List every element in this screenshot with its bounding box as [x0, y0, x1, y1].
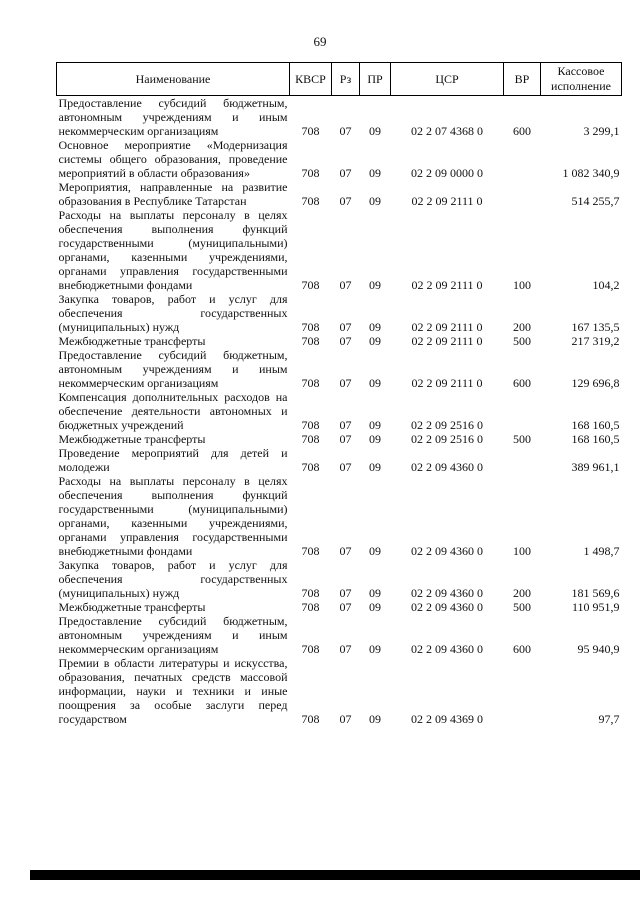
row-rz: 07 — [339, 712, 352, 726]
row-rz: 07 — [339, 376, 352, 390]
row-kvsr: 708 — [301, 600, 320, 614]
row-rz: 07 — [339, 334, 352, 348]
row-name: Премии в области литературы и искусства, образования, печатных средств массовой информации, науки и техники и иные поощрения за особые заслуги перед государством — [58, 656, 288, 726]
row-kvsr: 708 — [301, 124, 320, 138]
row-rz: 07 — [339, 600, 352, 614]
header-name: Наименование — [57, 63, 290, 96]
row-name: Компенсация дополнительных расходов на обеспечение деятельности автономных и бюджетных учреждений — [58, 390, 288, 432]
row-pr: 09 — [369, 124, 381, 138]
row-pr: 09 — [369, 712, 381, 726]
row-amount: 168 160,5 — [571, 418, 620, 432]
table-row — [57, 558, 622, 600]
header-pr: ПР — [360, 63, 391, 96]
row-csr: 02 2 09 2111 0 — [411, 334, 483, 348]
row-amount: 110 951,9 — [571, 600, 620, 614]
row-rz: 07 — [339, 278, 352, 292]
row-amount: 514 255,7 — [571, 194, 620, 208]
row-vr: 100 — [513, 278, 531, 292]
table-row — [57, 208, 622, 292]
row-pr: 09 — [369, 544, 381, 558]
table-row — [57, 474, 622, 558]
row-name: Предоставление субсидий бюджетным, автономным учреждениям и иным некоммерческим организациям — [58, 614, 288, 656]
row-name: Предоставление субсидий бюджетным, автономным учреждениям и иным некоммерческим организациям — [58, 348, 288, 390]
row-pr: 09 — [369, 586, 381, 600]
row-name: Межбюджетные трансферты — [58, 600, 206, 614]
row-csr: 02 2 09 2111 0 — [411, 376, 483, 390]
table-row — [57, 96, 622, 139]
row-rz: 07 — [339, 194, 352, 208]
row-amount: 167 135,5 — [571, 320, 620, 334]
row-kvsr: 708 — [301, 712, 320, 726]
row-rz: 07 — [339, 586, 352, 600]
row-csr: 02 2 09 2516 0 — [411, 432, 483, 446]
row-kvsr: 708 — [301, 320, 320, 334]
table-row — [57, 600, 622, 614]
row-pr: 09 — [369, 460, 381, 474]
row-rz: 07 — [339, 320, 352, 334]
table-row — [57, 390, 622, 432]
table-row — [57, 138, 622, 180]
table-row — [57, 348, 622, 390]
row-pr: 09 — [369, 600, 381, 614]
header-vr: ВР — [504, 63, 541, 96]
row-vr — [504, 180, 541, 208]
scan-border-bar — [30, 870, 640, 880]
row-kvsr: 708 — [301, 376, 320, 390]
row-vr: 500 — [513, 600, 531, 614]
row-name: Закупка товаров, работ и услуг для обеспечения государственных (муниципальных) нужд — [58, 292, 288, 334]
row-csr: 02 2 09 2111 0 — [411, 320, 483, 334]
header-kvsr: КВСР — [290, 63, 332, 96]
row-amount: 1 498,7 — [583, 544, 620, 558]
row-name: Проведение мероприятий для детей и молодежи — [58, 446, 288, 474]
row-csr: 02 2 09 4360 0 — [411, 642, 483, 656]
row-pr: 09 — [369, 418, 381, 432]
row-amount: 104,2 — [592, 278, 620, 292]
table-row — [57, 180, 622, 208]
row-csr: 02 2 09 4360 0 — [411, 586, 483, 600]
row-kvsr: 708 — [301, 460, 320, 474]
table-row — [57, 656, 622, 726]
row-kvsr: 708 — [301, 544, 320, 558]
table-body — [57, 96, 622, 727]
row-csr: 02 2 09 4360 0 — [411, 544, 483, 558]
row-rz: 07 — [339, 460, 352, 474]
row-name: Межбюджетные трансферты — [58, 432, 206, 446]
row-vr: 600 — [513, 376, 531, 390]
row-vr — [504, 656, 541, 726]
row-rz: 07 — [339, 418, 352, 432]
header-csr: ЦСР — [391, 63, 504, 96]
row-rz: 07 — [339, 124, 352, 138]
row-pr: 09 — [369, 194, 381, 208]
row-csr: 02 2 07 4368 0 — [411, 124, 483, 138]
row-kvsr: 708 — [301, 166, 320, 180]
header-rz: Рз — [332, 63, 360, 96]
table-row — [57, 334, 622, 348]
row-csr: 02 2 09 2111 0 — [411, 278, 483, 292]
row-vr: 500 — [513, 432, 531, 446]
row-csr: 02 2 09 4360 0 — [411, 600, 483, 614]
row-kvsr: 708 — [301, 278, 320, 292]
row-amount: 95 940,9 — [577, 642, 620, 656]
row-kvsr: 708 — [301, 194, 320, 208]
row-pr: 09 — [369, 278, 381, 292]
row-name: Закупка товаров, работ и услуг для обеспечения государственных (муниципальных) нужд — [58, 558, 288, 600]
row-rz: 07 — [339, 642, 352, 656]
row-amount: 389 961,1 — [571, 460, 620, 474]
row-csr: 02 2 09 2111 0 — [411, 194, 483, 208]
row-pr: 09 — [369, 432, 381, 446]
row-amount: 3 299,1 — [583, 124, 620, 138]
row-csr: 02 2 09 4360 0 — [411, 460, 483, 474]
page-number: 69 — [313, 34, 327, 49]
row-name: Межбюджетные трансферты — [58, 334, 206, 348]
row-vr: 600 — [513, 642, 531, 656]
row-vr: 600 — [513, 124, 531, 138]
row-vr: 100 — [513, 544, 531, 558]
row-vr — [504, 390, 541, 432]
row-rz: 07 — [339, 544, 352, 558]
row-csr: 02 2 09 0000 0 — [411, 166, 483, 180]
row-vr — [504, 446, 541, 474]
table-row — [57, 432, 622, 446]
table-row — [57, 614, 622, 656]
row-pr: 09 — [369, 376, 381, 390]
row-amount: 1 082 340,9 — [562, 166, 620, 180]
row-amount: 129 696,8 — [571, 376, 620, 390]
row-amount: 168 160,5 — [571, 432, 620, 446]
row-csr: 02 2 09 2516 0 — [411, 418, 483, 432]
row-name: Мероприятия, направленные на развитие образования в Республике Татарстан — [58, 180, 288, 208]
row-pr: 09 — [369, 334, 381, 348]
row-pr: 09 — [369, 166, 381, 180]
table-row — [57, 446, 622, 474]
row-rz: 07 — [339, 166, 352, 180]
row-vr — [504, 138, 541, 180]
row-pr: 09 — [369, 320, 381, 334]
row-name: Расходы на выплаты персоналу в целях обеспечения выполнения функций государственными (муниципальными) органами, казенными учреждениями, органами управления государственными внебюджетными фондами — [58, 474, 288, 558]
header-amount: Кассовое исполнение — [541, 63, 622, 96]
row-name: Предоставление субсидий бюджетным, автономным учреждениям и иным некоммерческим организациям — [58, 96, 288, 138]
row-vr: 500 — [513, 334, 531, 348]
row-amount: 97,7 — [598, 712, 620, 726]
budget-table — [56, 62, 622, 726]
row-kvsr: 708 — [301, 418, 320, 432]
row-rz: 07 — [339, 432, 352, 446]
row-kvsr: 708 — [301, 586, 320, 600]
row-kvsr: 708 — [301, 642, 320, 656]
table-header-row — [57, 63, 622, 96]
row-vr: 200 — [513, 320, 531, 334]
row-kvsr: 708 — [301, 432, 320, 446]
table-row — [57, 292, 622, 334]
row-amount: 217 319,2 — [571, 334, 620, 348]
row-kvsr: 708 — [301, 334, 320, 348]
row-name: Основное мероприятие «Модернизация системы общего образования, проведение мероприятий в области образования» — [58, 138, 288, 180]
row-amount: 181 569,6 — [571, 586, 620, 600]
row-vr: 200 — [513, 586, 531, 600]
row-name: Расходы на выплаты персоналу в целях обеспечения выполнения функций государственными (муниципальными) органами, казенными учреждениями, органами управления государственными внебюджетными фондами — [58, 208, 288, 292]
row-csr: 02 2 09 4369 0 — [411, 712, 483, 726]
row-pr: 09 — [369, 642, 381, 656]
